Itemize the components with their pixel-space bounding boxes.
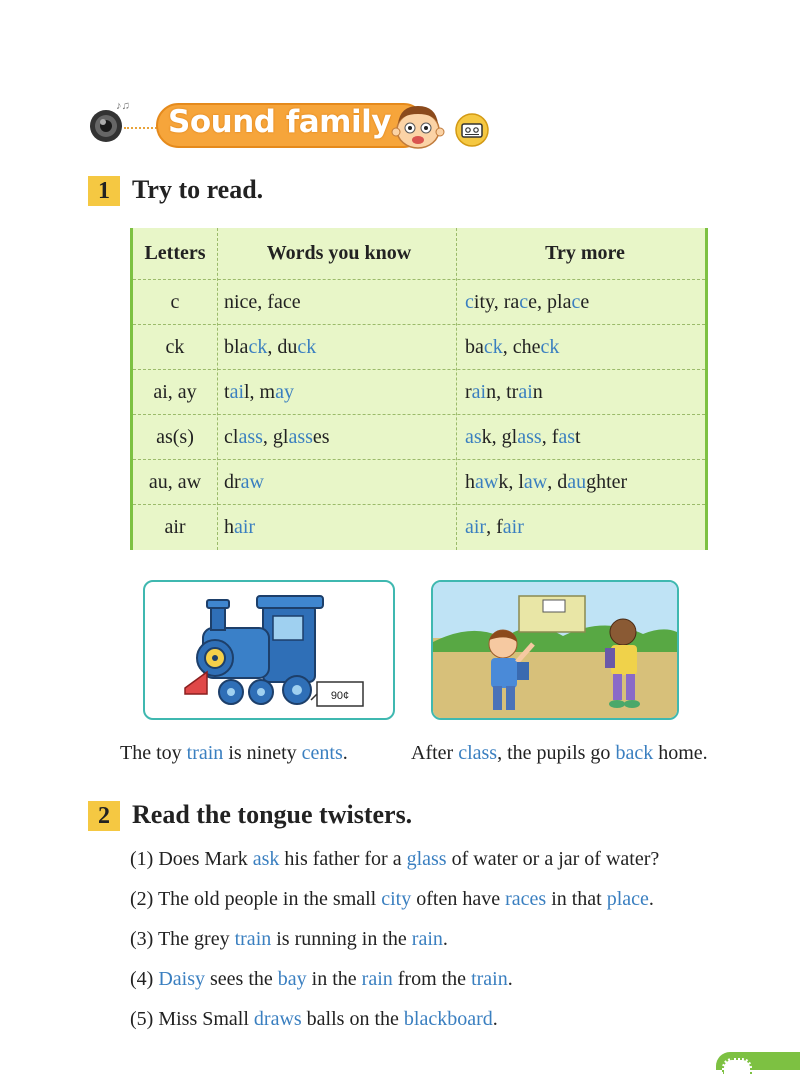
pupils-picture <box>431 580 679 720</box>
tongue-twister-3: (3) The grey train is running in the rain. <box>130 928 448 950</box>
try-more-cell: air , f air <box>465 516 524 538</box>
speaker-icon[interactable] <box>88 108 124 144</box>
toy-train-picture <box>143 580 395 720</box>
tongue-twister-2: (2) The old people in the small city often have races in that place. <box>130 888 654 910</box>
phonics-table <box>130 228 708 550</box>
section-number-2: 2 <box>88 801 120 831</box>
header-words-you-know: Words you know <box>266 242 412 264</box>
words-you-know-cell: cl ass , gl ass es <box>224 425 330 448</box>
section-title-2: Read the tongue twisters. <box>132 800 413 829</box>
tongue-twister-4: (4) Daisy sees the bay in the rain from the train. <box>130 968 513 990</box>
cassette-icon[interactable] <box>455 113 489 147</box>
try-more-cell: as k, gl ass , f as t <box>465 425 581 448</box>
table-row <box>133 415 705 460</box>
caption-pupils: After class, the pupils go back home. <box>411 742 708 764</box>
try-more-cell: r ai n, tr ai n <box>465 380 543 403</box>
table-row <box>133 325 705 370</box>
header-letters: Letters <box>144 242 206 264</box>
try-more-cell: h aw k, l aw , d au ghter <box>465 470 628 493</box>
letters-cell: ai, ay <box>153 380 197 403</box>
page-title: Sound family <box>168 104 391 140</box>
price-tag: 90¢ <box>330 690 350 702</box>
letters-cell: au, aw <box>148 470 202 493</box>
toy-train-illustration <box>145 582 393 718</box>
table-row <box>133 280 705 325</box>
tongue-twister-5: (5) Miss Small draws balls on the blackboard. <box>130 1008 498 1030</box>
letters-cell: air <box>164 516 186 538</box>
dotted-connector <box>124 127 160 129</box>
caption-toy-train: The toy train is ninety cents. <box>120 742 348 764</box>
table-row <box>133 370 705 415</box>
section-number-1: 1 <box>88 176 120 206</box>
header-try-more: Try more <box>545 242 625 264</box>
music-notes-icon: ♪♫ <box>116 100 130 112</box>
section-title-1: Try to read. <box>132 175 264 204</box>
try-more-cell: ba ck , che ck <box>465 335 560 358</box>
pupils-illustration <box>433 582 677 718</box>
tongue-twister-1: (1) Does Mark ask his father for a glass of water or a jar of water? <box>130 848 660 870</box>
letters-cell: c <box>170 290 180 313</box>
table-row <box>133 460 705 505</box>
table-row <box>133 505 705 550</box>
words-you-know-cell: bla ck , du ck <box>224 335 317 358</box>
letters-cell: ck <box>165 335 185 358</box>
words-you-know-cell: h air <box>224 516 256 538</box>
try-more-cell: c ity, ra c e, pla c e <box>465 290 590 313</box>
words-you-know-cell: t ai l, m ay <box>224 380 295 403</box>
words-you-know-cell: dr aw <box>224 470 264 493</box>
words-you-know-cell: nice, face <box>224 290 301 313</box>
page-number-badge <box>722 1058 752 1074</box>
boy-face-icon <box>390 100 446 152</box>
table-header-row <box>133 228 705 280</box>
letters-cell: as(s) <box>156 425 194 448</box>
